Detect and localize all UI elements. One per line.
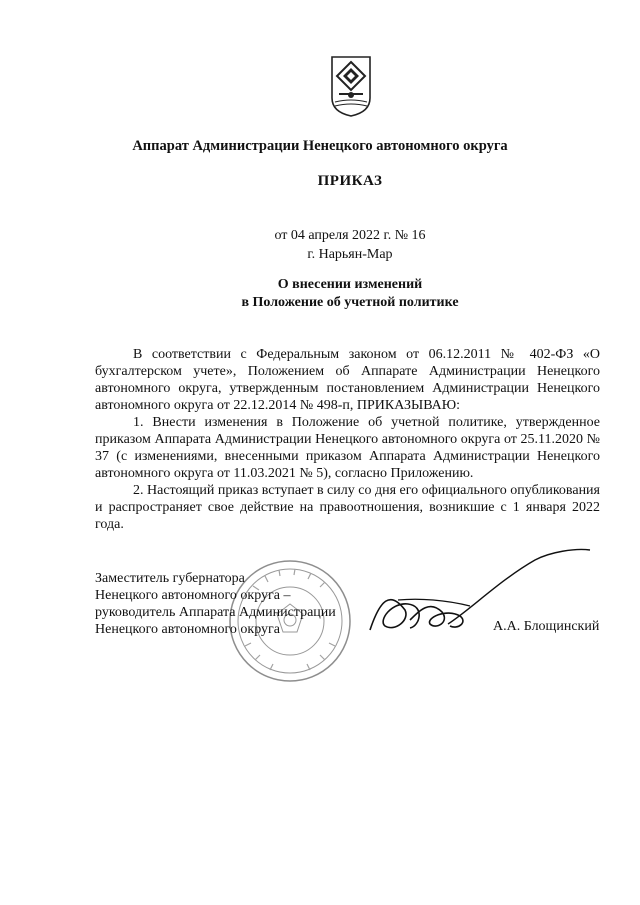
subject-line-1: О внесении изменений [277,277,423,292]
document-city: г. Нарьян-Мар [307,247,393,262]
signatory-position [95,570,355,638]
signatory-line-1: Заместитель губернатора [95,571,245,586]
coat-of-arms-nenets-icon [329,54,373,118]
signatory-name: А.А. Блощинский [493,619,600,634]
signatory-line-4: Ненецкого автономного округа [95,622,280,637]
body-paragraph-3: 2. Настоящий приказ вступает в силу со дня его официального опубликования и распространяет свое действие на правоотношения, возникшие с 1 января 2022 года. [95,483,600,532]
document-date-number: от 04 апреля 2022 г. № 16 [274,228,426,243]
signatory-line-3: руководитель Аппарата Администрации [95,605,336,620]
subject-line-2: в Положение об учетной политике [241,295,459,310]
organization-name: Аппарат Администрации Ненецкого автономного округа [132,138,508,154]
body-paragraph-2: 1. Внести изменения в Положение об учетной политике, утвержденное приказом Аппарата Администрации Ненецкого автономного округа от 25.11.2020 № 37 (с изменениями, внесенными приказом Аппарата Администрации Ненецкого автономного округа от 11.03.2021 № 5), согласно Приложению. [95,415,600,481]
body-paragraph-1: В соответствии с Федеральным законом от 06.12.2011 № 402-ФЗ «О бухгалтерском учете», Положением об Аппарате Администрации Ненецкого автономного округа, утвержденным постановлением Администрации Ненецкого автономного округа от 22.12.2014 № 498-п, ПРИКАЗЫВАЮ: [95,347,600,413]
document-subject [0,276,640,312]
document-type: ПРИКАЗ [317,173,383,189]
document-body [95,346,600,533]
signatory-line-2: Ненецкого автономного округа – [95,588,291,603]
